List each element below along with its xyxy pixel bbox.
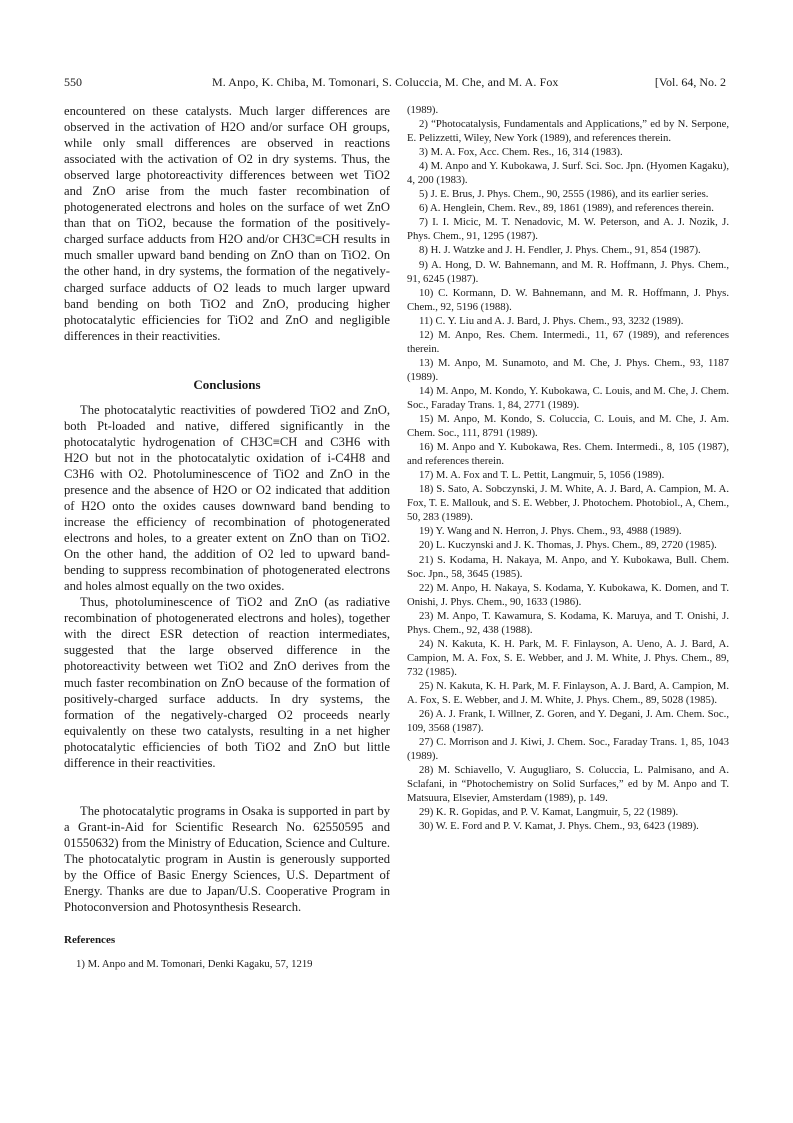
reference-item: 21) S. Kodama, H. Nakaya, M. Anpo, and Y. Kubokawa, Bull. Chem. Soc. Jpn., 58, 3645 (1985). [407, 553, 729, 580]
reference-item: 2) “Photocatalysis, Fundamentals and Applications,” ed by N. Serpone, E. Pelizzetti, Wiley, New York (1989), and references therein. [407, 118, 729, 145]
conclusions-paragraph-2: Thus, photoluminescence of TiO2 and ZnO (as radiative recombination of photogenerated electrons and holes), together with the direct ESR detection of reaction intermediates, suggested that the large observed difference in the photoreactivity between wet TiO2 and ZnO derives from the much faster recombination on ZnO because of the formation of positively-charged surface adducts. In dry systems, the formation of the negatively-charged O2 proceeds nearly equivalently on these two catalysts, resulting in a net higher photocatalytic efficiencies of both TiO2 and ZnO but little difference in their reactivities. [64, 595, 390, 770]
reference-item: 19) Y. Wang and N. Herron, J. Phys. Chem., 93, 4988 (1989). [419, 525, 682, 538]
reference-item: 12) M. Anpo, Res. Chem. Intermedi., 11, 67 (1989), and references therein. [407, 328, 729, 355]
reference-item: 11) C. Y. Liu and A. J. Bard, J. Phys. Chem., 93, 3232 (1989). [419, 314, 684, 327]
reference-item: 17) M. A. Fox and T. L. Pettit, Langmuir, 5, 1056 (1989). [419, 469, 665, 482]
reference-item: 7) I. I. Micic, M. T. Nenadovic, M. W. Peterson, and A. J. Nozik, J. Phys. Chem., 91, 1295 (1987). [407, 216, 729, 243]
reference-item: 14) M. Anpo, M. Kondo, Y. Kubokawa, C. Louis, and M. Che, J. Chem. Soc., Faraday Trans. 1, 84, 2771 (1989). [407, 384, 729, 411]
right-column [407, 103, 729, 833]
volume-info: [Vol. 64, No. 2 [654, 75, 726, 89]
left-column [64, 103, 390, 971]
reference-item: 30) W. E. Ford and P. V. Kamat, J. Phys. Chem., 93, 6423 (1989). [419, 820, 699, 833]
reference-list [407, 117, 729, 833]
reference-1: 1) M. Anpo and M. Tomonari, Denki Kagaku, 57, 1219 [76, 958, 313, 971]
references-heading: References [64, 934, 116, 947]
reference-item: 6) A. Henglein, Chem. Rev., 89, 1861 (1989), and references therein. [419, 202, 714, 215]
reference-item: 18) S. Sato, A. Sobczynski, J. M. White, A. J. Bard, A. Campion, M. A. Fox, T. E. Mallouk, and S. E. Webber, J. Photochem. Photobiol., A, Chem., 50, 283 (1989). [407, 483, 729, 524]
reference-item: 27) C. Morrison and J. Kiwi, J. Chem. Soc., Faraday Trans. 1, 85, 1043 (1989). [407, 736, 729, 763]
reference-item: 3) M. A. Fox, Acc. Chem. Res., 16, 314 (1983). [419, 146, 623, 159]
reference-item: 22) M. Anpo, H. Nakaya, S. Kodama, Y. Kubokawa, K. Domen, and T. Onishi, J. Phys. Chem., 90, 1633 (1986). [407, 581, 729, 608]
reference-item: 28) M. Schiavello, V. Augugliaro, S. Coluccia, L. Palmisano, and A. Sclafani, in “Photochemistry on Solid Surfaces,” ed by M. Anpo and T. Matsuura, Elsevier, Amsterdam (1989), p. 149. [407, 764, 729, 805]
reference-item: 10) C. Kormann, D. W. Bahnemann, and M. R. Hoffmann, J. Phys. Chem., 92, 5196 (1988). [407, 286, 729, 313]
reference-item: 20) L. Kuczynski and J. K. Thomas, J. Phys. Chem., 89, 2720 (1985). [419, 539, 717, 552]
reference-1-continued: (1989). [407, 104, 439, 116]
reference-item: 9) A. Hong, D. W. Bahnemann, and M. R. Hoffmann, J. Phys. Chem., 91, 6245 (1987). [407, 258, 729, 285]
reference-item: 16) M. Anpo and Y. Kubokawa, Res. Chem. Intermedi., 8, 105 (1987), and references therein. [407, 441, 729, 468]
reference-item: 25) N. Kakuta, K. H. Park, M. F. Finlayson, A. J. Bard, A. Campion, M. A. Fox, S. E. Webber, and J. M. White, J. Phys. Chem., 89, 5028 (1985). [407, 679, 729, 706]
page-number: 550 [64, 75, 82, 89]
reference-item: 29) K. R. Gopidas, and P. V. Kamat, Langmuir, 5, 22 (1989). [419, 806, 679, 819]
reference-item: 13) M. Anpo, M. Sunamoto, and M. Che, J. Phys. Chem., 93, 1187 (1989). [407, 356, 729, 383]
reference-item: 4) M. Anpo and Y. Kubokawa, J. Surf. Sci. Soc. Jpn. (Hyomen Kagaku), 4, 200 (1983). [407, 160, 729, 187]
running-header [64, 74, 726, 90]
reference-item: 23) M. Anpo, T. Kawamura, S. Kodama, K. Maruya, and T. Onishi, J. Phys. Chem., 92, 438 (1988). [407, 609, 729, 636]
reference-item: 15) M. Anpo, M. Kondo, S. Coluccia, C. Louis, and M. Che, J. Am. Chem. Soc., 111, 8791 (1989). [407, 413, 729, 440]
intro-paragraph: encountered on these catalysts. Much larger differences are observed in the activation of H2O and/or surface OH groups, while only small differences are observed in reactions associated with the activation of O2 in dry systems. Thus, the observed large photoreactivity differences between wet TiO2 and ZnO arise from the much faster recombination of photogenerated electrons and holes on the surface of wet ZnO than that on TiO2, because the formation of the positively-charged surface adducts from H2O and/or CH3C≡CH results in much smaller upward band bending on ZnO than on TiO2. On the other hand, in dry systems, the formation of the negatively-charged surface adducts of O2 leads to much larger upward band bending on both TiO2 and ZnO, producing higher photocatalytic efficiencies for TiO2 and ZnO and negligible differences in their reactivities. [64, 104, 390, 343]
reference-item: 26) A. J. Frank, I. Willner, Z. Goren, and Y. Degani, J. Am. Chem. Soc., 109, 3568 (1987). [407, 708, 729, 735]
reference-item: 5) J. E. Brus, J. Phys. Chem., 90, 2555 (1986), and its earlier series. [419, 188, 709, 201]
conclusions-heading: Conclusions [193, 376, 261, 392]
running-authors: M. Anpo, K. Chiba, M. Tomonari, S. Coluccia, M. Che, and M. A. Fox [212, 75, 559, 89]
acknowledgment-paragraph: The photocatalytic programs in Osaka is supported in part by a Grant-in-Aid for Scientific Research No. 62550595 and 01550632) from the Ministry of Education, Science and Culture. The photocatalytic program in Austin is generously supported by the Office of Basic Energy Sciences, U.S. Department of Energy. Thanks are due to Japan/U.S. Cooperative Program in Photoconversion and Photosynthesis Research. [64, 803, 390, 915]
conclusions-paragraph-1: The photocatalytic reactivities of powdered TiO2 and ZnO, both Pt-loaded and native, differed significantly in the photocatalytic hydrogenation of CH3C≡CH and C3H6 with H2O but not in the photocatalytic oxidation of i-C4H8 and C3H6 with O2. Photoluminescence of TiO2 and ZnO in the presence and the absence of H2O or O2 indicated that addition of H2O onto the oxides causes downward band bending to increase the efficiency of recombination of photogenerated electrons and holes, to a greater extent on ZnO than on TiO2. On the other hand, the addition of O2 led to upward band-bending to suppress recombination of photogenerated electrons and holes almost equally on the two oxides. [64, 402, 390, 594]
reference-item: 24) N. Kakuta, K. H. Park, M. F. Finlayson, A. Ueno, A. J. Bard, A. Campion, M. A. Fox, S. E. Webber, and J. M. White, J. Phys. Chem., 89, 732 (1985). [407, 637, 729, 678]
reference-item: 8) H. J. Watzke and J. H. Fendler, J. Phys. Chem., 91, 854 (1987). [419, 244, 701, 257]
